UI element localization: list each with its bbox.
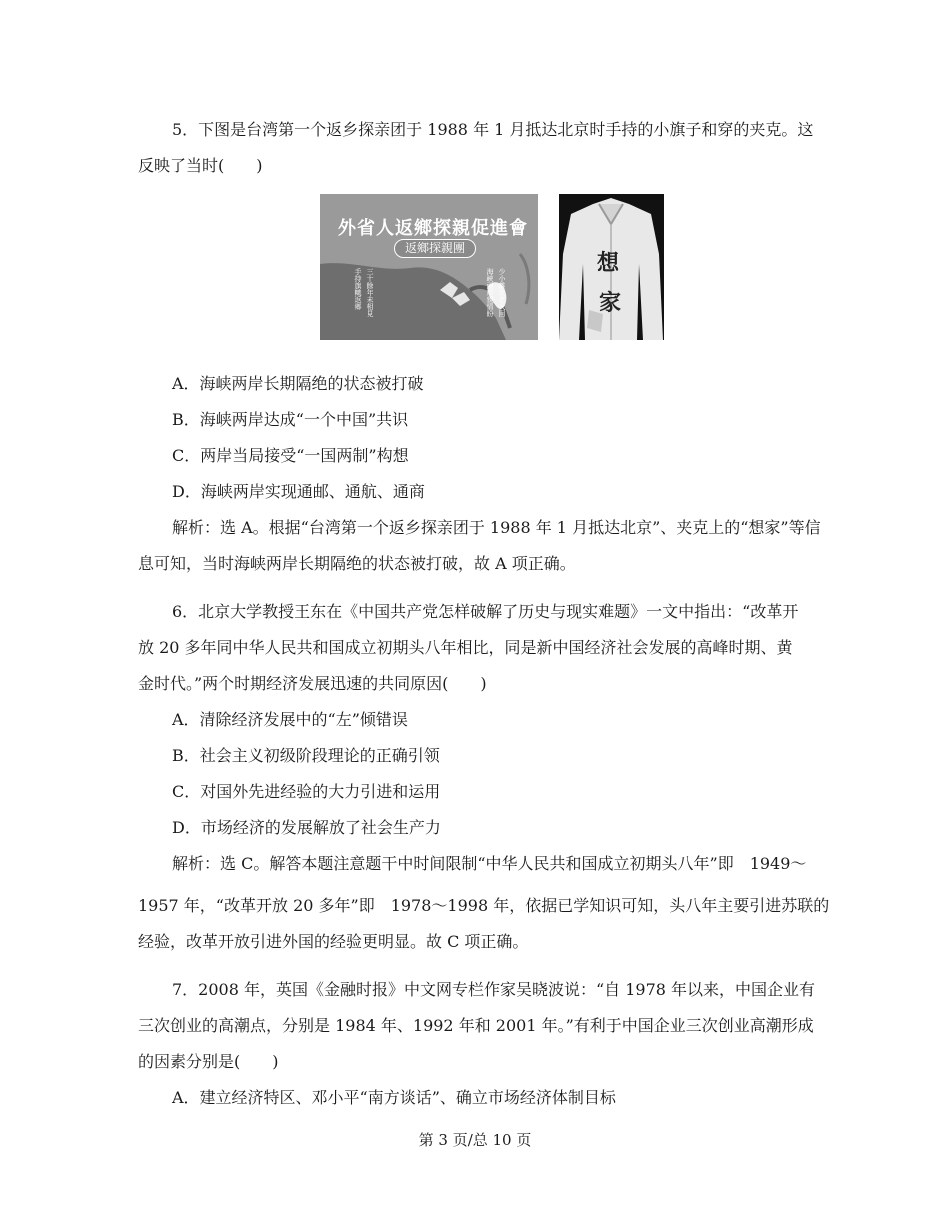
q6-option-a: A．清除经济发展中的“左”倾错误 xyxy=(172,710,408,729)
flag-note: 少小離家老大回 xyxy=(498,268,506,317)
q5-figure xyxy=(320,194,664,340)
q5-analysis-line1: 解析：选 A。根据“台湾第一个返乡探亲团于 1988 年 1 月抵达北京”、夹克上的“想家”等信 xyxy=(172,518,821,537)
jacket-photo xyxy=(559,194,664,340)
q7-stem-line2: 三次创业的高潮点，分别是 1984 年、1992 年和 2001 年。”有利于中国企业三次创业高潮形成 xyxy=(138,1016,814,1035)
q7-stem-line1: 7．2008 年，英国《金融时报》中文网专栏作家吴晓波说：“自 1978 年以来，中国企业有 xyxy=(172,980,816,999)
flag-subtitle: 返鄉探親團 xyxy=(394,239,476,258)
q5-option-b: B．海峡两岸达成“一个中国”共识 xyxy=(172,410,409,429)
flag-note: 海峽兩岸親情盼 xyxy=(486,268,494,317)
q5-analysis-line2: 息可知，当时海峡两岸长期隔绝的状态被打破，故 A 项正确。 xyxy=(138,554,576,573)
q7-stem-line3: 的因素分别是( ) xyxy=(138,1052,279,1071)
q6-option-c: C．对国外先进经验的大力引进和运用 xyxy=(172,782,441,801)
q5-stem-line1: 5．下图是台湾第一个返乡探亲团于 1988 年 1 月抵达北京时手持的小旗子和穿的夹克。这 xyxy=(172,120,814,139)
q6-stem-line3: 金时代。”两个时期经济发展迅速的共同原因( ) xyxy=(138,674,487,693)
jacket-char: 家 xyxy=(599,291,622,316)
q7-option-a: A．建立经济特区、邓小平“南方谈话”、确立市场经济体制目标 xyxy=(172,1088,616,1107)
q5-option-c: C．两岸当局接受“一国两制”构想 xyxy=(172,446,409,465)
flag-photo xyxy=(320,194,538,340)
q6-stem-line1: 6．北京大学教授王东在《中国共产党怎样破解了历史与现实难题》一文中指出：“改革开 xyxy=(172,602,799,621)
flag-note: 三十餘年未相見 xyxy=(366,268,374,317)
flag-title: 外省人返鄉探親促進會 xyxy=(338,218,528,239)
q6-option-b: B．社会主义初级阶段理论的正确引领 xyxy=(172,746,440,765)
page-number: 第 3 页/总 10 页 xyxy=(418,1131,532,1149)
q5-option-a: A．海峡两岸长期隔绝的状态被打破 xyxy=(172,374,424,393)
q5-option-d: D．海峡两岸实现通邮、通航、通商 xyxy=(172,482,425,501)
q5-stem-line2: 反映了当时( ) xyxy=(138,156,263,175)
q6-analysis-line2: 1957 年，“改革开放 20 多年”即 1978～1998 年，依据已学知识可知，头八年主要引进苏联的 xyxy=(138,896,830,915)
q6-stem-line2: 放 20 多年同中华人民共和国成立初期头八年相比，同是新中国经济社会发展的高峰时期、黄 xyxy=(138,638,793,657)
q6-analysis-line1: 解析：选 C。解答本题注意题干中时间限制“中华人民共和国成立初期头八年”即 1949～ xyxy=(172,854,807,873)
q6-analysis-line3: 经验，改革开放引进外国的经验更明显。故 C 项正确。 xyxy=(138,932,529,951)
flag-note: 手持旗幟返鄉 xyxy=(354,268,362,310)
jacket-char: 想 xyxy=(597,251,620,276)
q6-option-d: D．市场经济的发展解放了社会生产力 xyxy=(172,818,441,837)
